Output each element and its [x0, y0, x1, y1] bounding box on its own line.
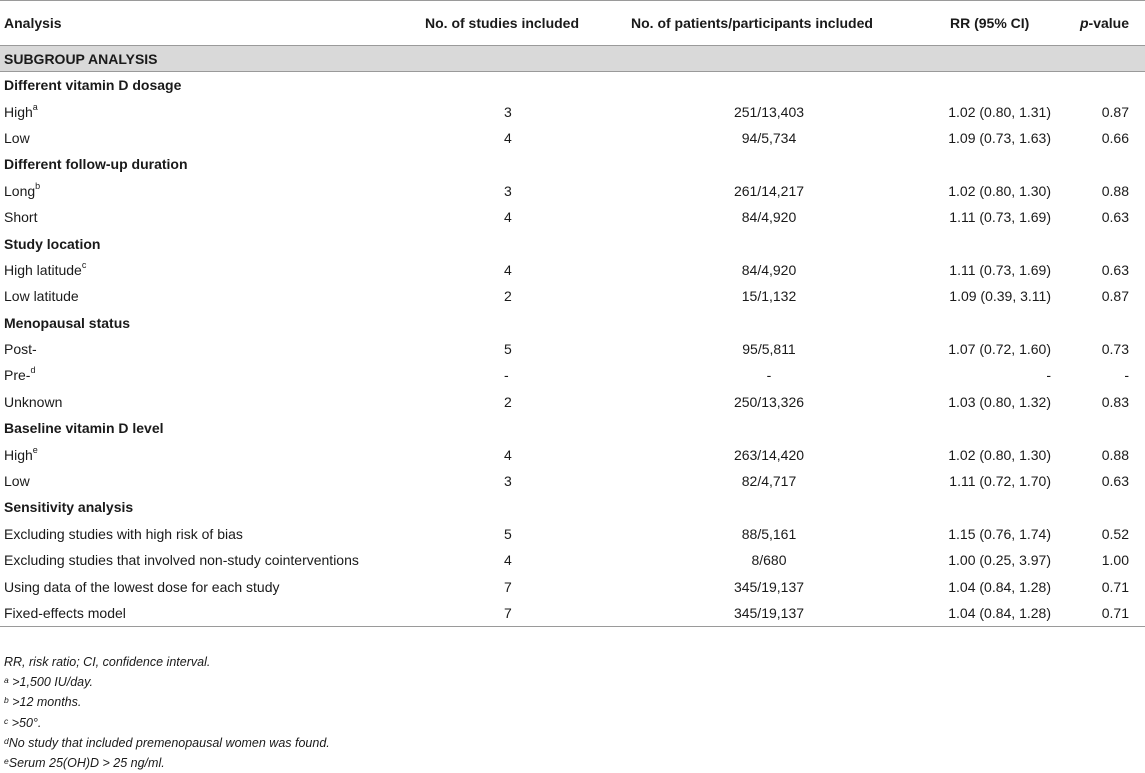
- table-body: [0, 46, 1145, 627]
- subgroup-title: SUBGROUP ANALYSIS: [0, 46, 1145, 72]
- row-label-cell: [0, 178, 398, 204]
- footnote-text: No study that included premenopausal women was found.: [8, 735, 330, 750]
- row-label-cell: [0, 204, 398, 230]
- row-label-cell: [0, 389, 398, 415]
- footnote: [4, 733, 330, 753]
- group-title: Baseline vitamin D level: [4, 420, 164, 437]
- row-label: High latitude: [4, 261, 82, 278]
- pvalue-cell: 0.63: [1101, 261, 1129, 278]
- row-label: High: [4, 103, 33, 120]
- rr-cell: 1.04 (0.84, 1.28): [915, 600, 1065, 627]
- row-label: Using data of the lowest dose for each study: [4, 578, 280, 595]
- footnote-marker: b: [4, 695, 9, 706]
- pvalue-cell: 0.88: [1101, 446, 1129, 463]
- pvalue-cell: 0.73: [1101, 341, 1129, 358]
- group-header-row: [0, 72, 1145, 99]
- footnote-text: >1,500 IU/day.: [8, 675, 93, 690]
- table-row: [0, 125, 1145, 151]
- footnote: [4, 672, 330, 692]
- rr-cell: 1.03 (0.80, 1.32): [948, 393, 1051, 410]
- footnote-marker: d: [4, 735, 9, 746]
- footnote: [4, 713, 330, 733]
- row-label-cell: [0, 521, 398, 547]
- table-row: [0, 521, 1145, 547]
- patients-cell: 345/19,137: [733, 578, 805, 595]
- group-header-row: [0, 415, 1145, 441]
- rr-cell: 1.09 (0.73, 1.63): [948, 129, 1051, 146]
- pvalue-cell: 0.71: [1101, 578, 1129, 595]
- patients-cell: 15/1,132: [741, 288, 797, 305]
- table-row: [0, 362, 1145, 388]
- footnote-marker: d: [30, 365, 36, 376]
- patients-cell: 95/5,811: [742, 341, 796, 358]
- pvalue-cell: 0.63: [1101, 209, 1129, 226]
- rr-cell: 1.11 (0.73, 1.69): [949, 209, 1051, 226]
- row-label-cell: [0, 98, 398, 124]
- studies-cell: 5: [504, 525, 512, 542]
- patients-cell: 345/19,137: [623, 600, 915, 627]
- group-title: Different vitamin D dosage: [4, 77, 182, 94]
- studies-cell: 4: [504, 129, 512, 146]
- rr-cell: 1.02 (0.80, 1.30): [948, 446, 1051, 463]
- row-label-cell: [0, 547, 398, 573]
- row-label-cell: [0, 336, 398, 362]
- pvalue-cell: 0.87: [1101, 288, 1129, 305]
- header-analysis: Analysis: [0, 1, 398, 46]
- footnote: [4, 692, 330, 712]
- rr-cell: 1.15 (0.76, 1.74): [948, 525, 1051, 542]
- row-label: Unknown: [4, 393, 63, 410]
- group-header-row: [0, 151, 1145, 177]
- row-label-cell: [0, 441, 398, 467]
- studies-cell: 7: [504, 578, 512, 595]
- footnote-marker: a: [32, 101, 38, 112]
- footnote-text: >50°.: [8, 715, 42, 730]
- pvalue-cell: 0.63: [1101, 473, 1129, 490]
- table-row: [0, 98, 1145, 124]
- row-label: Low: [4, 473, 30, 490]
- footnote: [4, 652, 330, 672]
- table-row: [0, 441, 1145, 467]
- patients-cell: 251/13,403: [733, 103, 805, 120]
- group-title: Study location: [4, 235, 101, 252]
- studies-cell: 4: [504, 552, 512, 569]
- rr-cell: 1.02 (0.80, 1.31): [948, 103, 1051, 120]
- studies-cell: 5: [504, 341, 512, 358]
- group-header-row: [0, 494, 1145, 520]
- patients-cell: 261/14,217: [733, 182, 805, 199]
- studies-cell: 3: [504, 473, 512, 490]
- header-rr: RR (95% CI): [915, 1, 1065, 46]
- group-title: Different follow-up duration: [4, 156, 188, 173]
- row-label: Excluding studies that involved non-study cointerventions: [4, 552, 359, 569]
- pvalue-cell: 1.00: [1101, 552, 1129, 569]
- header-pvalue-rest: -value: [1088, 15, 1129, 31]
- patients-cell: 94/5,734: [741, 129, 797, 146]
- header-row: [0, 1, 1145, 46]
- table-row: [0, 257, 1145, 283]
- rr-cell: -: [1046, 367, 1051, 384]
- table-row: [0, 389, 1145, 415]
- table-row: [0, 547, 1145, 573]
- studies-cell: 2: [504, 393, 512, 410]
- studies-cell: 7: [398, 600, 623, 627]
- table-row: [0, 204, 1145, 230]
- rr-cell: 1.07 (0.72, 1.60): [948, 341, 1051, 358]
- table-row: [0, 468, 1145, 494]
- studies-cell: 4: [504, 261, 512, 278]
- group-title: Menopausal status: [4, 314, 131, 331]
- row-label: High: [4, 446, 33, 463]
- row-label-cell: [0, 283, 398, 309]
- studies-cell: 4: [504, 446, 512, 463]
- footnote-marker: a: [4, 675, 9, 686]
- rr-cell: 1.00 (0.25, 3.97): [948, 552, 1051, 569]
- row-label-cell: [0, 362, 398, 388]
- row-label: Post-: [4, 341, 37, 358]
- row-label: Fixed-effects model: [4, 605, 126, 621]
- rr-cell: 1.04 (0.84, 1.28): [948, 578, 1051, 595]
- row-label-cell: [0, 257, 398, 283]
- patients-cell: 263/14,420: [733, 446, 805, 463]
- header-studies: No. of studies included: [398, 1, 623, 46]
- footnote-marker: c: [81, 259, 87, 270]
- table-row: [0, 573, 1145, 599]
- patients-cell: 84/4,920: [741, 261, 797, 278]
- pvalue-cell: 0.52: [1101, 525, 1129, 542]
- table-row: [0, 178, 1145, 204]
- studies-cell: 3: [504, 103, 512, 120]
- footnote-text: >12 months.: [8, 695, 82, 710]
- rr-cell: 1.02 (0.80, 1.30): [948, 182, 1051, 199]
- footnote-text: Serum 25(OH)D > 25 ng/ml.: [8, 755, 165, 770]
- subgroup-band: [0, 46, 1145, 72]
- pvalue-cell: 0.87: [1101, 103, 1129, 120]
- patients-cell: -: [766, 367, 772, 384]
- row-label: Low: [4, 129, 30, 146]
- row-label: Long: [4, 182, 36, 199]
- row-label: Excluding studies with high risk of bias: [4, 525, 243, 542]
- rr-cell: 1.09 (0.39, 3.11): [949, 288, 1051, 305]
- table-row: [0, 600, 1145, 627]
- pvalue-cell: -: [1124, 367, 1129, 384]
- pvalue-cell: 0.83: [1101, 393, 1129, 410]
- rr-cell: 1.11 (0.72, 1.70): [949, 473, 1051, 490]
- header-patients: No. of patients/participants included: [623, 1, 915, 46]
- table-row: [0, 336, 1145, 362]
- footnote-marker: c: [4, 715, 9, 726]
- row-label: Pre-: [4, 367, 31, 384]
- studies-cell: 3: [504, 182, 512, 199]
- group-header-row: [0, 230, 1145, 256]
- rr-cell: 1.11 (0.73, 1.69): [949, 261, 1051, 278]
- footnote-marker: e: [32, 444, 38, 455]
- table-row: [0, 283, 1145, 309]
- footnote-text: RR, risk ratio; CI, confidence interval.: [4, 655, 211, 669]
- header-pvalue-italic: p: [1079, 15, 1089, 31]
- footnote-marker: e: [4, 755, 9, 766]
- footnote-marker: b: [35, 180, 41, 191]
- pvalue-cell: 0.66: [1101, 129, 1129, 146]
- header-pvalue: [1065, 1, 1145, 46]
- pvalue-cell: 0.88: [1101, 182, 1129, 199]
- studies-cell: 2: [504, 288, 512, 305]
- studies-cell: -: [504, 367, 509, 384]
- studies-cell: 4: [504, 209, 512, 226]
- group-title: Sensitivity analysis: [4, 499, 134, 516]
- footnote: [4, 753, 330, 773]
- patients-cell: 250/13,326: [733, 393, 805, 410]
- patients-cell: 84/4,920: [741, 209, 797, 226]
- footnotes: [4, 652, 330, 773]
- group-header-row: [0, 310, 1145, 336]
- row-label-cell: [0, 468, 398, 494]
- row-label-cell: [0, 573, 398, 599]
- pvalue-cell: 0.71: [1065, 600, 1145, 627]
- row-label-cell: [0, 125, 398, 151]
- row-label: Low latitude: [4, 288, 79, 305]
- row-label: Short: [4, 209, 38, 226]
- patients-cell: 8/680: [751, 552, 787, 569]
- patients-cell: 88/5,161: [741, 525, 797, 542]
- row-label-cell: [0, 600, 398, 627]
- patients-cell: 82/4,717: [741, 473, 797, 490]
